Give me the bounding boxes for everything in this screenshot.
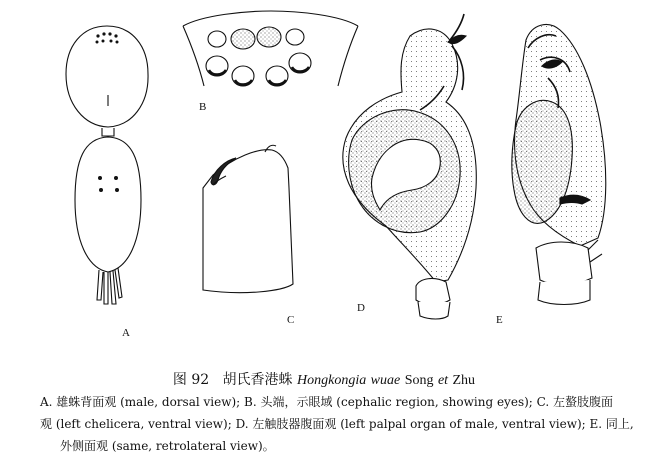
caption-line-3: 外侧面观 (same, retrolateral view)。 — [60, 439, 275, 453]
carapace-outline — [66, 26, 148, 127]
caption-line-2: 观 (left chelicera, ventral view); D. 左触肢器腹面观 (left palpal organ of male, ventral view); E. 同上, — [40, 417, 634, 431]
panel-d-drawing — [343, 14, 476, 319]
panel-label-a: A — [122, 327, 130, 339]
panel-label-e: E — [496, 314, 503, 326]
palp-tibia — [416, 279, 450, 305]
species-chinese-name: 胡氏香港蛛 — [222, 372, 293, 388]
ame-eyes — [231, 27, 281, 49]
embolus-tip — [448, 35, 466, 43]
palp-patella — [418, 302, 450, 319]
posterior-eyes — [206, 53, 311, 86]
figure-number: 图 92 — [172, 372, 210, 388]
panel-c-drawing — [203, 145, 293, 292]
panel-label-d: D — [357, 302, 365, 314]
species-author-2: Zhu — [452, 373, 476, 388]
pedicel — [102, 128, 114, 136]
panel-label-c: C — [287, 314, 295, 326]
species-author-1: Song — [404, 373, 434, 388]
fang — [211, 158, 236, 185]
tibia-spines — [588, 240, 602, 262]
abdomen-dots — [98, 176, 119, 192]
species-epithet: wuae — [370, 373, 401, 388]
patella-e — [538, 280, 590, 305]
tibia-e — [536, 242, 592, 284]
ale-eyes — [208, 29, 304, 47]
species-author-et: et — [437, 373, 449, 388]
figure-caption-title — [0, 369, 648, 389]
panel-label-b: B — [199, 101, 207, 113]
spinnerets — [97, 268, 122, 304]
eye-cluster — [96, 32, 119, 43]
species-genus: Hongkongia — [297, 373, 367, 388]
panel-a-drawing — [66, 26, 148, 304]
abdomen-outline — [75, 137, 141, 272]
panel-b-drawing — [183, 11, 358, 86]
caption-line-1: A. 雄蛛背面观 (male, dorsal view); B. 头端，示眼域 (cephalic region, showing eyes); C. 左螯肢腹面 — [40, 395, 614, 409]
panel-e-drawing — [512, 25, 606, 305]
